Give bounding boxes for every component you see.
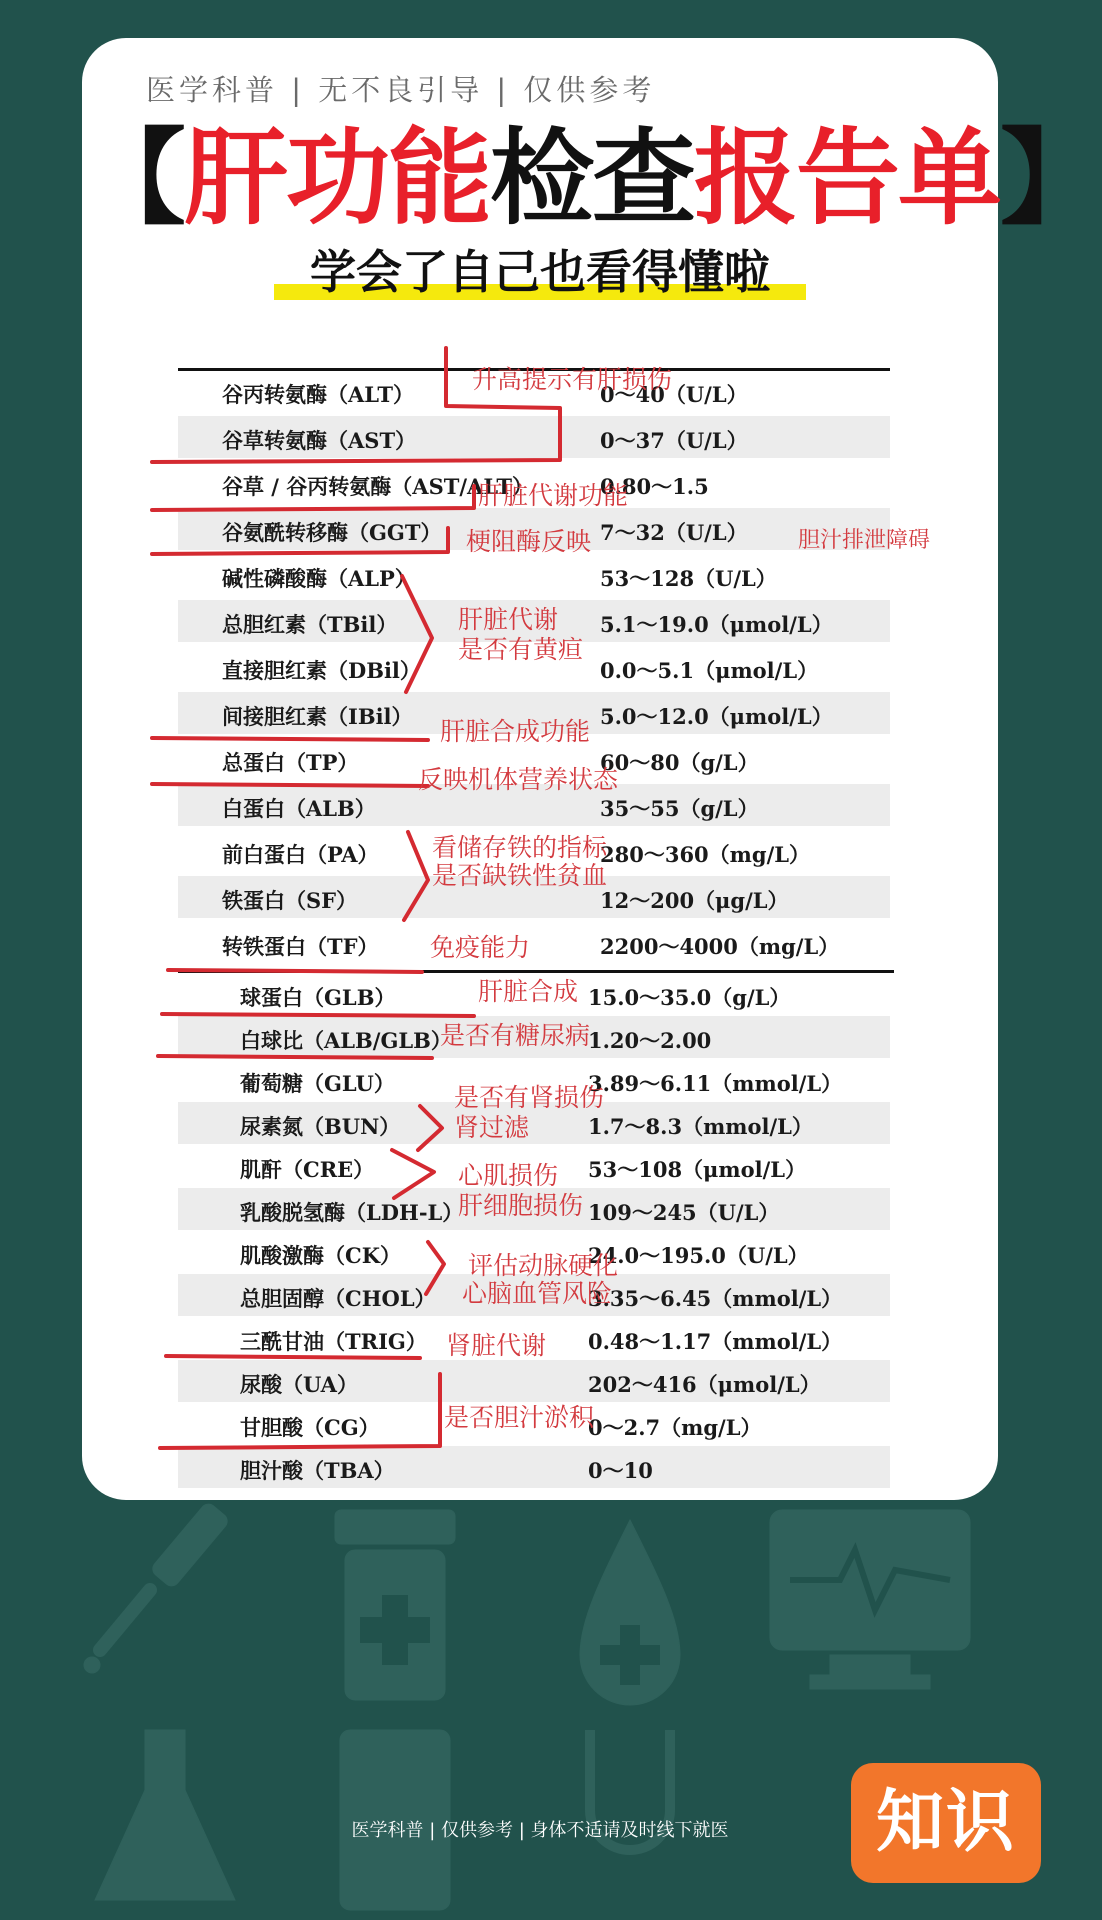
annotation-vascular-2: 心脑血管风险 (462, 1279, 613, 1308)
row-name: 谷草转氨酶（AST） (222, 428, 417, 453)
row-range: 0～2.7（mg/L） (588, 1415, 762, 1440)
row-name: 白球比（ALB/GLB） (240, 1028, 452, 1053)
disclaimer-text: 医学科普 | 无不良引导 | 仅供参考 (146, 73, 656, 107)
row-range: 0～40（U/L） (600, 382, 748, 407)
row-name: 葡萄糖（GLU） (240, 1071, 395, 1096)
subtitle: 学会了自己也看得懂啦 (274, 236, 806, 302)
annotation-jaundice-2: 是否有黄疸 (458, 635, 584, 664)
report-card (82, 38, 1102, 1500)
dropper-icon (84, 1501, 230, 1673)
annotation-nutrition: 反映机体营养状态 (418, 765, 619, 794)
annotation-kidney-1: 是否有肾损伤 (454, 1083, 605, 1112)
row-name: 总胆红素（TBil） (222, 612, 398, 637)
annotation-liver-synthesis: 肝脏合成 (478, 977, 579, 1006)
row-name: 谷氨酰转移酶（GGT） (222, 520, 442, 545)
row-range: 3.35～6.45（mmol/L） (588, 1286, 843, 1311)
row-range: 5.0～12.0（μmol/L） (600, 704, 833, 729)
row-range: 0.0～5.1（μmol/L） (600, 658, 819, 683)
annotation-jaundice-1: 肝脏代谢 (458, 605, 559, 634)
row-range: 2200～4000（mg/L） (600, 934, 840, 959)
table-row (178, 922, 890, 964)
row-range: 280～360（mg/L） (600, 842, 811, 867)
row-range: 0.80～1.5 (600, 474, 709, 499)
title-bracket-close: 】 (1000, 117, 1102, 239)
annotation-diabetes: 是否有糖尿病 (440, 1021, 591, 1050)
row-name: 转铁蛋白（TF） (222, 934, 379, 959)
row-name: 尿素氮（BUN） (240, 1114, 401, 1139)
row-range: 53～128（U/L） (600, 566, 777, 591)
annotation-synthesis: 肝脏合成功能 (440, 717, 591, 746)
row-name: 直接胆红素（DBil） (222, 658, 421, 683)
row-range: 109～245（U/L） (588, 1200, 780, 1225)
title-part3: 报告单 (694, 117, 1001, 239)
page-title (82, 116, 1102, 241)
row-name: 谷丙转氨酶（ALT） (222, 382, 414, 407)
row-range: 0～37（U/L） (600, 428, 748, 453)
row-range: 3.89～6.11（mmol/L） (588, 1071, 843, 1096)
row-name: 总胆固醇（CHOL） (240, 1286, 436, 1311)
annotation-vascular-1: 评估动脉硬化 (468, 1251, 619, 1280)
annotation-cholestasis-enzyme: 梗阻酶反映 (466, 527, 592, 556)
row-name: 三酰甘油（TRIG） (240, 1329, 427, 1354)
row-name: 肌酐（CRE） (240, 1157, 375, 1182)
annotation-liver-damage: 升高提示有肝损伤 (472, 365, 673, 394)
row-range: 0～10 (588, 1458, 653, 1483)
row-range: 24.0～195.0（U/L） (588, 1243, 809, 1268)
row-name: 间接胆红素（IBil） (222, 704, 413, 729)
row-name: 前白蛋白（PA） (222, 842, 379, 867)
row-name: 乳酸脱氢酶（LDH-L） (240, 1200, 464, 1225)
row-name: 尿酸（UA） (240, 1372, 358, 1397)
row-name: 球蛋白（GLB） (240, 985, 396, 1010)
row-range: 5.1～19.0（μmol/L） (600, 612, 833, 637)
row-range: 53～108（μmol/L） (588, 1157, 807, 1182)
row-range: 12～200（μg/L） (600, 888, 789, 913)
annotation-bile-stasis: 是否胆汁淤积 (444, 1403, 595, 1432)
row-range: 0.48～1.17（mmol/L） (588, 1329, 843, 1354)
annotation-iron-2: 是否缺铁性贫血 (432, 861, 608, 890)
row-range: 7～32（U/L） (600, 520, 748, 545)
row-name: 白蛋白（ALB） (222, 796, 376, 821)
monitor-icon (770, 1510, 970, 1689)
annotation-liver-metabolism: 肝脏代谢功能 (478, 481, 629, 510)
annotation-kidney-metabolism: 肾脏代谢 (446, 1331, 547, 1360)
annotation-immunity: 免疫能力 (430, 933, 531, 962)
table-row (178, 1360, 890, 1402)
flask-icon (95, 1730, 235, 1900)
table-row (178, 1446, 890, 1488)
row-name: 碱性磷酸酶（ALP） (222, 566, 416, 591)
footer-caption: 医学科普 | 仅供参考 | 身体不适请及时线下就医 (351, 1820, 729, 1841)
row-name: 铁蛋白（SF） (222, 888, 358, 913)
row-name: 肌酸激酶（CK） (240, 1243, 401, 1268)
row-range: 35～55（g/L） (600, 796, 759, 821)
row-range: 1.20～2.00 (588, 1028, 712, 1053)
row-range: 1.7～8.3（mmol/L） (588, 1114, 813, 1139)
pill-bottle-icon (335, 1510, 455, 1700)
row-range: 60～80（g/L） (600, 750, 759, 775)
annotation-iron-1: 看储存铁的指标 (432, 833, 608, 862)
row-range: 202～416（μmol/L） (588, 1372, 821, 1397)
table-row (178, 554, 890, 596)
blood-drop-icon (580, 1520, 680, 1705)
row-name: 谷草 / 谷丙转氨酶（AST/ALT） (222, 474, 534, 499)
title-bracket-open: 【 (82, 117, 185, 239)
title-part2: 检查 (490, 117, 695, 239)
annotation-heart-1: 心肌损伤 (458, 1161, 559, 1190)
title-part1: 肝功能 (184, 117, 491, 239)
table-row (178, 416, 890, 458)
annotation-heart-2: 肝细胞损伤 (458, 1191, 584, 1220)
row-range: 15.0～35.0（g/L） (588, 985, 791, 1010)
annotation-kidney-2: 肾过滤 (454, 1113, 530, 1142)
subtitle-wrap (82, 236, 998, 302)
row-name: 甘胆酸（CG） (240, 1415, 380, 1440)
row-name: 胆汁酸（TBA） (240, 1458, 395, 1483)
row-name: 总蛋白（TP） (222, 750, 359, 775)
knowledge-badge: 知识 (851, 1763, 1041, 1883)
annotation-bile-obstruction: 胆汁排泄障碍 (798, 528, 931, 553)
